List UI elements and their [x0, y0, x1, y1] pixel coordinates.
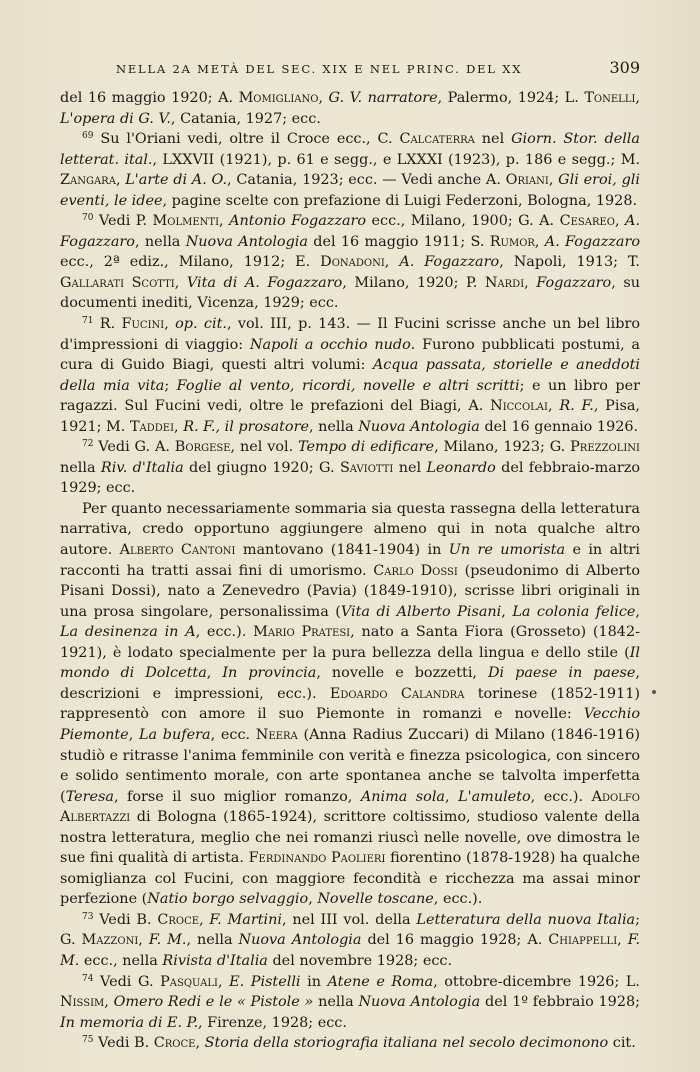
- author-name: Taddei: [129, 418, 175, 435]
- author-name: Oriani: [505, 172, 549, 189]
- text-run: ,: [199, 911, 210, 928]
- italic-title: Leonardo: [426, 459, 496, 476]
- italic-title: Foglie al vento, ricordi, novelle e altri scritti: [176, 377, 520, 394]
- text-run: , Napoli, 1913; T.: [499, 254, 640, 271]
- italic-title: Vecchio Piemonte: [60, 706, 640, 743]
- italic-title: In provincia: [222, 665, 317, 682]
- author-name: Cesareo: [559, 213, 616, 230]
- author-name: Zangara: [60, 172, 116, 189]
- italic-title: Vita di A. Fogazzaro: [186, 274, 343, 291]
- page-body: [60, 88, 640, 1054]
- author-name: Croce: [153, 1035, 196, 1052]
- italic-title: Atene e Roma: [327, 973, 434, 990]
- text-run: nella: [313, 994, 359, 1011]
- italic-title: Nuova Antologia: [185, 233, 308, 250]
- text-run: fiorentino (1878-1928) ha qualche somiglianza col Fucini, con maggiore fecondità e ricchezza ma assai minor perfezione (: [60, 850, 640, 908]
- text-run: ,: [318, 90, 329, 106]
- text-run: ,: [206, 665, 223, 682]
- italic-title: Nuova Antologia: [238, 932, 362, 949]
- italic-title: La colonia felice: [512, 603, 636, 620]
- text-run: , su documenti inediti, Vicenza, 1929; ecc.: [60, 274, 640, 312]
- text-run: ,: [635, 90, 640, 106]
- italic-title: E. Pistelli: [229, 973, 301, 990]
- text-run: ,: [219, 213, 230, 230]
- text-run: ,: [217, 973, 230, 990]
- ink-spot: [652, 690, 656, 694]
- text-run: e in altri racconti ha tratti assai fini di umorismo.: [60, 542, 641, 579]
- text-run: del 1º febbraio 1928;: [480, 994, 640, 1011]
- note-72-paragraph: [60, 499, 640, 910]
- text-run: (pseudonimo di Alberto Pisani Dossi), nato a Zenevedro (Pavia) (1849-1910), scrisse libri originali in una prosa singolare, personalissima (: [60, 562, 640, 620]
- text-run: cit.: [608, 1035, 636, 1052]
- note-74: [60, 972, 640, 1034]
- text-run: ,: [524, 274, 537, 291]
- author-name: Niccolai: [490, 398, 548, 415]
- italic-title: L'arte di A. O.: [125, 172, 228, 189]
- text-run: del 16 gennaio 1926.: [479, 418, 639, 435]
- italic-title: F. M.: [60, 932, 641, 969]
- footnote-number: 69: [82, 131, 94, 142]
- note-68-continuation: [60, 88, 640, 129]
- text-run: ,: [547, 398, 560, 415]
- text-run: ,: [617, 932, 628, 949]
- text-run: , Catania, 1927; ecc.: [170, 110, 321, 127]
- author-name: Prezzolini: [570, 439, 641, 456]
- text-run: Su l'Oriani vedi, oltre il Croce ecc., C.: [93, 131, 400, 148]
- italic-title: Vita di Alberto Pisani: [340, 603, 502, 620]
- text-run: ,: [548, 172, 559, 189]
- text-run: , ecc.).: [195, 624, 254, 641]
- note-70: [60, 211, 640, 314]
- italic-title: L'opera di G. V.: [60, 110, 171, 127]
- text-run: , LXXVII (1921), p. 61 e segg., e LXXXI (1923), p. 186 e segg.; M.: [152, 151, 641, 168]
- italic-title: Giorn. Stor. della letterat. ital.: [60, 131, 640, 168]
- text-run: , descrizioni e impressioni, ecc.).: [60, 665, 640, 702]
- text-run: , nel vol.: [230, 439, 299, 456]
- text-run: del 16 maggio 1920; A.: [60, 90, 239, 106]
- text-run: ; e un libro per ragazzi. Sul Fucini vedi, oltre le prefazioni del Biagi, A.: [60, 377, 640, 415]
- italic-title: In memoria di E. P.: [60, 1014, 199, 1031]
- text-run: mantovano (1841-1904) in: [235, 542, 449, 559]
- running-header: [60, 58, 640, 80]
- italic-title: F. M.: [148, 932, 187, 949]
- italic-title: op. cit.: [175, 316, 227, 333]
- text-run: ,: [138, 932, 149, 949]
- note-72: [60, 437, 640, 499]
- italic-title: Novelle toscane: [317, 891, 434, 908]
- italic-title: A. Fogazzaro: [399, 254, 500, 271]
- text-run: . Furono pubblicati postumi, a cura di Guido Biagi, questi altri volumi:: [60, 336, 640, 374]
- italic-title: Anima sola: [360, 788, 446, 805]
- text-run: del 16 maggio 1911; S.: [307, 233, 490, 250]
- note-69: [60, 129, 640, 211]
- text-run: , novelle e bozzetti,: [316, 665, 488, 682]
- italic-title: F. Martini: [209, 911, 282, 928]
- text-run: del 16 maggio 1928; A.: [361, 932, 549, 949]
- author-name: Tonelli: [584, 90, 636, 106]
- italic-title: A. Fogazzaro: [60, 213, 641, 250]
- text-run: , nella: [134, 233, 186, 250]
- text-run: ,: [635, 603, 640, 620]
- text-run: di Bologna (1865-1924), scrittore coltissimo, studioso valente della nostra letteratura, meglio che nei romanzi riuscì nelle novelle, ove dimostra le sue fini qualità di artista.: [60, 809, 640, 867]
- author-name: Neera: [255, 726, 298, 743]
- text-run: , ecc.).: [433, 891, 483, 908]
- italic-title: R. F.: [559, 398, 594, 415]
- text-run: ecc., nella: [79, 952, 163, 969]
- text-run: , Firenze, 1928; ecc.: [198, 1014, 347, 1031]
- text-run: del novembre 1928; ecc.: [267, 952, 453, 969]
- text-run: ,: [384, 254, 400, 271]
- italic-title: Storia della storiografia italiana nel secolo decimonono: [204, 1035, 609, 1052]
- text-run: , ecc.: [210, 726, 256, 743]
- page-number: 309: [609, 58, 640, 77]
- author-name: Molmenti: [152, 213, 220, 230]
- author-name: Adolfo Albertazzi: [60, 788, 640, 826]
- text-run: ,: [615, 213, 626, 230]
- text-run: Vedi B.: [93, 911, 158, 928]
- running-title: NELLA 2A METÀ DEL SEC. XIX E NEL PRINC. DEL XX: [116, 62, 523, 76]
- text-run: , forse il suo miglior romanzo,: [113, 788, 361, 805]
- text-run: nel: [474, 131, 512, 148]
- text-run: , Milano, 1920; P.: [342, 274, 485, 291]
- text-run: ,: [115, 172, 126, 189]
- note-71: [60, 314, 640, 437]
- footnote-number: 74: [82, 973, 94, 984]
- text-run: Vedi P.: [93, 213, 153, 230]
- text-run: ecc., 2ª ediz., Milano, 1912; E.: [60, 254, 321, 271]
- italic-title: Teresa: [65, 788, 114, 805]
- text-run: torinese (1852-1911) rappresentò con amore il suo Piemonte in romanzi e novelle:: [60, 685, 640, 723]
- italic-title: Nuova Antologia: [358, 418, 480, 435]
- note-75: [60, 1033, 640, 1054]
- italic-title: Napoli a occhio nudo: [249, 336, 411, 353]
- text-run: , nel III vol. della: [281, 911, 417, 928]
- author-name: Nardi: [484, 274, 525, 291]
- text-run: ,: [445, 788, 459, 805]
- text-run: , Catania, 1923; ecc. — Vedi anche A.: [227, 172, 506, 189]
- text-run: ,: [174, 274, 187, 291]
- text-run: ,: [104, 994, 114, 1011]
- italic-title: Omero Redi e le « Pistole »: [113, 994, 314, 1011]
- footnote-number: 73: [82, 911, 94, 922]
- text-run: , pagine scelte con prefazione di Luigi Federzoni, Bologna, 1928.: [162, 192, 638, 209]
- text-run: , ecc.).: [530, 788, 592, 805]
- author-name: Rumor: [489, 233, 535, 250]
- italic-title: Fogazzaro: [536, 274, 612, 291]
- text-run: R.: [93, 316, 122, 333]
- text-run: Vedi G.: [93, 973, 161, 990]
- author-name: Ferdinando Paolieri: [248, 850, 386, 867]
- author-name: Mazzoni: [81, 932, 139, 949]
- text-run: , nato a Santa Fiora (Grosseto) (1842-1921), è lodato specialmente per la pura bellezza della lingua e dello stile (: [60, 624, 640, 661]
- author-name: Fucini: [121, 316, 165, 333]
- footnote-number: 75: [82, 1035, 94, 1046]
- text-run: , vol. III, p. 143. — Il Fucini scrisse anche un bel libro d'impressioni di viaggio:: [60, 316, 641, 353]
- author-name: Chiappelli: [548, 932, 618, 949]
- footnote-number: 72: [82, 439, 94, 450]
- text-run: Vedi G. A.: [93, 439, 175, 456]
- text-run: del giugno 1920; G.: [183, 459, 340, 476]
- text-run: ;: [164, 377, 177, 394]
- italic-title: Riv. d'Italia: [100, 459, 184, 476]
- text-run: , Palermo, 1924; L.: [437, 90, 585, 106]
- footnote-number: 71: [82, 316, 94, 327]
- author-name: Edoardo Calandra: [329, 685, 465, 702]
- author-name: Pasquali: [160, 973, 218, 990]
- text-run: , Milano, 1923; G.: [434, 439, 571, 456]
- italic-title: Il mondo di Dolcetta: [60, 644, 640, 682]
- text-run: nella: [60, 459, 101, 476]
- footnote-number: 70: [82, 213, 94, 224]
- author-name: Mario Pratesi: [253, 624, 351, 641]
- text-run: ; G.: [60, 911, 640, 949]
- text-run: ,: [308, 891, 318, 908]
- text-run: (Anna Radius Zuccari) di Milano (1846-1916) studiò e ritrasse l'anima femminile con verità e finezza psicologica, con sincero e solido sentimento morale, con arte spontanea anche se talvolta imperfetta (: [60, 726, 640, 805]
- text-run: ,: [534, 233, 545, 250]
- italic-title: A. Fogazzaro: [544, 233, 640, 250]
- italic-title: Letteratura della nuova Italia: [416, 911, 636, 928]
- author-name: Carlo Dossi: [373, 562, 458, 579]
- text-run: , ottobre-dicembre 1926; L.: [433, 973, 640, 990]
- italic-title: Acqua passata, storielle e aneddoti della mia vita: [60, 357, 640, 394]
- author-name: Gallarati Scotti: [60, 274, 175, 291]
- author-name: Momigliano: [238, 90, 319, 106]
- text-run: Vedi B.: [93, 1035, 154, 1052]
- author-name: Croce: [157, 911, 200, 928]
- author-name: Calcaterra: [399, 131, 475, 148]
- italic-title: Tempo di edificare: [298, 439, 435, 456]
- italic-title: La desinenza in A: [60, 624, 196, 641]
- italic-title: Natio borgo selvaggio: [147, 891, 309, 908]
- text-run: Per quanto necessariamente sommaria sia questa rassegna della letteratura narrativa, credo opportuno aggiungere almeno qui in nota qualche altro autore.: [60, 500, 640, 559]
- italic-title: Un re umorista: [448, 542, 566, 559]
- text-run: , nella: [309, 418, 359, 435]
- italic-title: Di paese in paese: [488, 665, 636, 682]
- italic-title: Rivista d'Italia: [162, 952, 268, 969]
- italic-title: L'amuleto: [458, 788, 531, 805]
- italic-title: La bufera: [138, 726, 211, 743]
- author-name: Alberto Cantoni: [119, 542, 236, 559]
- author-name: Saviotti: [339, 459, 394, 476]
- italic-title: Antonio Fogazzaro: [229, 213, 367, 230]
- text-run: , nella: [186, 932, 239, 949]
- text-run: ,: [195, 1035, 205, 1052]
- text-run: del febbraio-marzo 1929; ecc.: [60, 459, 640, 497]
- text-run: ,: [128, 726, 139, 743]
- text-run: in: [300, 973, 328, 990]
- italic-title: Nuova Antologia: [358, 994, 481, 1011]
- author-name: Nissim: [60, 994, 105, 1011]
- text-run: ecc., Milano, 1900; G. A.: [366, 213, 560, 230]
- text-run: nel: [393, 459, 427, 476]
- note-73: [60, 910, 640, 972]
- text-run: ,: [164, 316, 176, 333]
- italic-title: R. F., il prosatore: [183, 418, 309, 435]
- author-name: Donadoni: [320, 254, 385, 271]
- text-run: , Pisa, 1921; M.: [60, 398, 640, 435]
- italic-title: Gli eroi, gli eventi, le idee: [60, 172, 640, 209]
- text-run: ,: [501, 603, 513, 620]
- text-run: ,: [174, 418, 184, 435]
- author-name: Borgese: [174, 439, 231, 456]
- italic-title: G. V. narratore: [328, 90, 438, 106]
